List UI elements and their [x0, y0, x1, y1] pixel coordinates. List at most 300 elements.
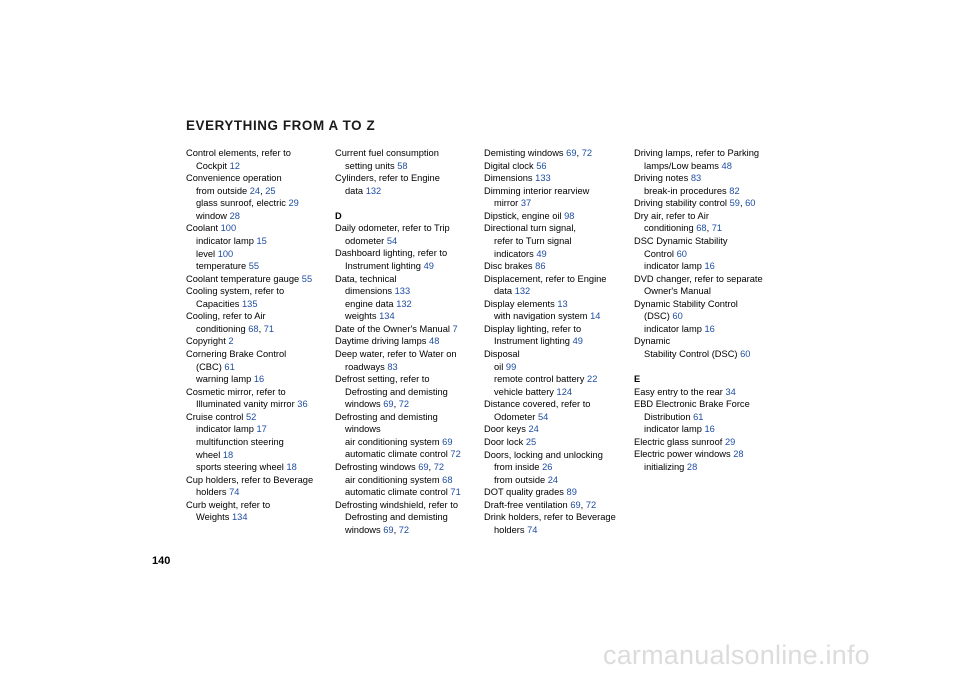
entry-text: Dynamic Stability Control	[634, 298, 738, 309]
index-subentry	[186, 423, 331, 436]
page-number: 140	[152, 555, 171, 567]
entry-text: data	[345, 185, 364, 196]
entry-text: indicator lamp	[196, 424, 254, 435]
index-entry	[634, 160, 779, 173]
index-entry	[335, 260, 480, 273]
entry-text: Copyright	[186, 336, 226, 347]
page-reference-link[interactable]: 72	[433, 462, 445, 473]
page-reference-link[interactable]: 69	[570, 499, 581, 510]
index-subentry	[484, 386, 629, 399]
page-reference-link[interactable]: 55	[248, 261, 260, 272]
entry-text: (CBC)	[196, 361, 222, 372]
entry-text: Defrosting and demisting	[345, 512, 448, 523]
entry-text: from inside	[494, 462, 540, 473]
page-reference-link[interactable]: 89	[566, 487, 577, 498]
page-reference-link[interactable]: 100	[217, 248, 234, 259]
index-entry	[634, 411, 779, 424]
index-entry	[335, 160, 480, 173]
page-reference-link[interactable]: 60	[672, 311, 683, 322]
page-reference-link[interactable]: 74	[527, 524, 538, 535]
page-reference-link[interactable]: 12	[229, 160, 240, 171]
watermark: carmanualsonline.info	[603, 640, 870, 670]
page-reference-link[interactable]: 100	[220, 223, 237, 234]
index-entry	[484, 323, 629, 336]
index-entry	[634, 436, 779, 449]
index-entry	[186, 298, 331, 311]
entry-text: air conditioning system	[345, 474, 440, 485]
entry-text: holders	[196, 487, 227, 498]
page-reference-link[interactable]: 58	[397, 160, 408, 171]
index-entry	[484, 160, 629, 173]
page-reference-link[interactable]: 69	[383, 524, 394, 535]
entry-text: wheel	[196, 449, 221, 460]
entry-text: lamps/Low beams	[644, 160, 719, 171]
page-reference-link[interactable]: 28	[686, 462, 698, 473]
index-subentry	[335, 486, 480, 499]
index-entry	[634, 248, 779, 261]
entry-text: Driving stability control	[634, 198, 728, 209]
entry-text: EBD Electronic Brake Force	[634, 399, 750, 410]
index-entry: windows 69, 72	[345, 399, 410, 410]
page-reference-link[interactable]: 13	[557, 298, 568, 309]
page-reference-link[interactable]: 72	[581, 148, 593, 158]
index-entry	[634, 335, 779, 348]
index-entry	[634, 235, 779, 248]
entry-text: Cosmetic mirror, refer to	[186, 386, 286, 397]
entry-text: Deep water, refer to Water on	[335, 348, 457, 359]
entry-text: refer to Turn signal	[494, 235, 572, 246]
page-reference-link[interactable]: 24	[547, 474, 559, 485]
index-entry	[634, 298, 779, 311]
page-reference-link[interactable]: 133	[535, 173, 551, 184]
index-entry	[634, 398, 779, 411]
entry-text: Displacement, refer to Engine	[484, 273, 607, 284]
index-entry	[335, 348, 480, 361]
page-reference-link[interactable]: 29	[288, 198, 299, 209]
index-entry	[335, 323, 480, 336]
index-entry: Defrosting windows 69, 72	[335, 462, 445, 473]
entry-text: with navigation system	[494, 311, 588, 322]
page-reference-link[interactable]: 71	[711, 223, 723, 234]
page-reference-link[interactable]: 16	[704, 424, 715, 435]
entry-text: conditioning	[644, 223, 694, 234]
index-entry	[186, 285, 331, 298]
index-subentry	[484, 361, 629, 374]
page-reference-link[interactable]: 60	[740, 349, 751, 359]
entry-text: Dimming interior rearview	[484, 185, 590, 196]
index-subentry	[634, 461, 779, 474]
page-reference-link[interactable]: 48	[721, 160, 732, 171]
entry-text: Directional turn signal,	[484, 223, 576, 234]
index-entry	[484, 398, 629, 411]
page-reference-link[interactable]: 2	[228, 336, 234, 347]
index-subentry	[335, 285, 480, 298]
page-reference-link[interactable]: 55	[301, 273, 313, 284]
entry-text: Stability Control (DSC)	[644, 349, 738, 359]
page-reference-link[interactable]: 54	[386, 235, 398, 246]
page-reference-link[interactable]: 61	[224, 361, 235, 372]
entry-text: Current fuel consumption	[335, 148, 439, 158]
index-entry	[186, 398, 331, 411]
entry-text: glass sunroof, electric	[196, 198, 286, 209]
index-entry	[186, 160, 331, 173]
entry-text: Digital clock	[484, 160, 534, 171]
index-entry	[484, 411, 629, 424]
entry-text: from outside	[494, 474, 546, 485]
entry-text: indicator lamp	[196, 235, 254, 246]
entry-text: Weights	[196, 512, 230, 523]
index-entry	[634, 147, 779, 160]
page-reference-link[interactable]: 29	[724, 436, 736, 447]
index-entry	[634, 386, 779, 399]
index-entry	[335, 335, 480, 348]
page-reference-link[interactable]: 24	[249, 185, 261, 196]
entry-text: initializing	[644, 462, 685, 473]
index-entry	[186, 147, 331, 160]
entry-text: Daily odometer, refer to Trip	[335, 223, 450, 234]
index-entry	[335, 147, 480, 160]
entry-text: Electric power windows	[634, 449, 731, 460]
page-reference-link[interactable]: 82	[729, 185, 740, 196]
page-reference-link[interactable]: 68	[442, 474, 453, 485]
page-reference-link[interactable]: 83	[690, 173, 702, 184]
index-entry	[484, 235, 629, 248]
index-entry	[186, 411, 331, 424]
entry-text: Driving lamps, refer to Parking	[634, 148, 760, 158]
entry-text: oil	[494, 361, 504, 372]
page-reference-link[interactable]: 60	[745, 198, 756, 209]
entry-text: Data, technical	[335, 273, 397, 284]
page-reference-link[interactable]: 60	[676, 248, 687, 259]
entry-text: Cornering Brake Control	[186, 349, 287, 359]
page-reference-link[interactable]: 16	[704, 323, 715, 334]
page-reference-link[interactable]: 49	[423, 261, 434, 272]
entry-text: odometer	[345, 235, 385, 246]
entry-text: Cockpit	[196, 160, 228, 171]
index-subentry	[634, 323, 779, 336]
index-letter-heading	[634, 373, 779, 386]
index-entry: windows 69, 72	[345, 524, 410, 535]
index-entry	[634, 285, 779, 298]
index-entry	[484, 222, 629, 235]
entry-text: Dimensions	[484, 173, 533, 184]
entry-text: D	[335, 210, 342, 221]
page-reference-link[interactable]: 134	[379, 311, 395, 322]
entry-text: Odometer	[494, 411, 536, 422]
index-entry	[484, 335, 629, 348]
index-subentry	[484, 461, 629, 474]
entry-text: window	[196, 210, 228, 221]
entry-text: data	[494, 286, 513, 297]
index-entry	[484, 511, 629, 524]
page-reference-link[interactable]: 49	[536, 248, 547, 259]
index-subentry	[186, 248, 331, 261]
page-reference-link[interactable]: 48	[429, 336, 440, 347]
entry-text: windows	[345, 399, 381, 410]
entry-text: Disc brakes	[484, 261, 533, 272]
index-letter-heading	[335, 210, 480, 223]
entry-text: break-in procedures	[644, 185, 727, 196]
index-subentry	[186, 260, 331, 273]
entry-text: vehicle battery	[494, 386, 554, 397]
index-column-3	[484, 147, 629, 536]
page-reference-link[interactable]: 72	[398, 524, 410, 535]
page-reference-link[interactable]: 69	[383, 399, 394, 410]
page-reference-link[interactable]: 132	[365, 185, 382, 196]
index-column-4	[634, 147, 779, 474]
index-subentry	[335, 298, 480, 311]
index-subentry	[484, 373, 629, 386]
index-entry	[186, 499, 331, 512]
entry-text: warning lamp	[196, 374, 252, 385]
index-entry	[335, 235, 480, 248]
entry-text: Dry air, refer to Air	[634, 210, 709, 221]
index-subentry	[186, 210, 331, 223]
page-reference-link[interactable]: 98	[564, 210, 575, 221]
entry-text: Distribution	[644, 411, 691, 422]
index-subentry	[335, 448, 480, 461]
index-entry	[335, 172, 480, 185]
entry-text: conditioning	[196, 323, 246, 334]
page-reference-link[interactable]: 99	[505, 361, 517, 372]
entry-text: Defrosting and demisting	[335, 411, 438, 422]
page-reference-link[interactable]: 61	[693, 411, 704, 422]
entry-text: Drink holders, refer to Beverage	[484, 512, 616, 523]
index-subentry	[484, 474, 629, 487]
entry-text: Cooling system, refer to	[186, 286, 285, 297]
entry-text: remote control battery	[494, 374, 585, 385]
entry-text: Cooling, refer to Air	[186, 311, 266, 322]
entry-text: Coolant	[186, 223, 219, 234]
index-entry	[484, 486, 629, 499]
entry-text: engine data	[345, 298, 394, 309]
index-column-1	[186, 147, 331, 524]
index-entry	[335, 373, 480, 386]
entry-text: Instrument lighting	[345, 261, 421, 272]
entry-text: Control	[644, 248, 674, 259]
page-reference-link[interactable]: 69	[442, 436, 453, 447]
entry-text: Disposal	[484, 349, 520, 359]
index-subentry	[335, 474, 480, 487]
entry-text: Cruise control	[186, 411, 244, 422]
entry-text: Defrosting and demisting	[345, 386, 448, 397]
entry-text: Defrosting windshield, refer to	[335, 499, 458, 510]
entry-text: Display elements	[484, 298, 555, 309]
index-entry	[634, 210, 779, 223]
index-subentry	[335, 310, 480, 323]
entry-text: E	[634, 374, 641, 385]
page-reference-link[interactable]: 71	[450, 487, 461, 498]
entry-text: indicator lamp	[644, 323, 702, 334]
index-subentry	[634, 348, 779, 361]
index-entry	[484, 260, 629, 273]
page-reference-link[interactable]: 68	[248, 323, 259, 334]
entry-text: Doors, locking and unlocking	[484, 449, 603, 460]
index-entry	[484, 298, 629, 311]
index-entry: Driving stability control 59, 60	[634, 198, 756, 209]
index-entry: conditioning 68, 71	[644, 223, 723, 234]
page-reference-link[interactable]: 49	[572, 336, 583, 347]
page-reference-link[interactable]: 74	[229, 487, 240, 498]
entry-text: multifunction steering	[196, 436, 284, 447]
entry-text: Cylinders, refer to Engine	[335, 173, 440, 184]
entry-text: Daytime driving lamps	[335, 336, 427, 347]
index-entry	[335, 185, 480, 198]
index-entry	[335, 423, 480, 436]
page-heading: EVERYTHING FROM A TO Z	[186, 118, 376, 133]
index-entry	[186, 335, 331, 348]
page-reference-link[interactable]: 68	[696, 223, 707, 234]
entry-text: Owner's Manual	[644, 286, 711, 297]
index-column-2	[335, 147, 480, 536]
index-entry: conditioning 68, 71	[196, 323, 275, 334]
entry-text: Demisting windows	[484, 148, 564, 158]
index-entry	[335, 386, 480, 399]
page-reference-link[interactable]: 124	[556, 386, 573, 397]
entry-text: DOT quality grades	[484, 487, 564, 498]
index-subentry	[634, 185, 779, 198]
entry-text: Coolant temperature gauge	[186, 273, 300, 284]
page-reference-link[interactable]: 72	[398, 399, 410, 410]
page-reference-link[interactable]: 17	[256, 424, 267, 435]
page-reference-link[interactable]: 36	[297, 399, 308, 410]
index-subentry	[186, 436, 331, 449]
entry-text: windows	[345, 424, 381, 435]
index-entry	[186, 222, 331, 235]
entry-text: indicator lamp	[644, 261, 702, 272]
page-reference-link[interactable]: 24	[528, 424, 539, 435]
entry-text: sports steering wheel	[196, 462, 284, 473]
index-entry	[186, 386, 331, 399]
entry-text: automatic climate control	[345, 449, 448, 460]
entry-text: air conditioning system	[345, 436, 440, 447]
index-entry	[484, 273, 629, 286]
index-subentry	[186, 461, 331, 474]
page-reference-link[interactable]: 134	[232, 512, 248, 523]
index-entry	[186, 348, 331, 361]
entry-text: Control elements, refer to	[186, 148, 291, 158]
page-reference-link[interactable]: 26	[542, 462, 553, 473]
entry-text: Distance covered, refer to	[484, 399, 591, 410]
page-reference-link[interactable]: 132	[396, 298, 412, 309]
index-entry	[186, 310, 331, 323]
entry-text: (DSC)	[644, 311, 670, 322]
index-entry	[484, 185, 629, 198]
index-entry	[186, 361, 331, 374]
page-reference-link[interactable]: 7	[452, 323, 458, 334]
index-subentry	[186, 235, 331, 248]
page-reference-link[interactable]: 15	[256, 235, 267, 246]
index-entry	[186, 511, 331, 524]
page-reference-link[interactable]: 56	[536, 160, 547, 171]
index-entry	[186, 273, 331, 286]
index-entry	[484, 285, 629, 298]
index-entry	[484, 524, 629, 537]
blank-line	[634, 361, 779, 374]
index-subentry	[484, 310, 629, 323]
entry-text: automatic climate control	[345, 487, 448, 498]
entry-text: DVD changer, refer to separate	[634, 273, 763, 284]
index-subentry	[335, 436, 480, 449]
entry-text: roadways	[345, 361, 385, 372]
page-reference-link[interactable]: 28	[229, 210, 240, 221]
page-reference-link[interactable]: 28	[733, 449, 744, 460]
index-entry	[484, 348, 629, 361]
entry-text: Electric glass sunroof	[634, 436, 723, 447]
page-reference-link[interactable]: 37	[520, 198, 532, 209]
index-entry	[634, 273, 779, 286]
entry-text: mirror	[494, 198, 519, 209]
page-reference-link[interactable]: 16	[253, 374, 265, 385]
index-entry	[484, 210, 629, 223]
index-entry	[335, 411, 480, 424]
entry-text: weights	[345, 311, 377, 322]
page-reference-link[interactable]: 34	[725, 386, 736, 397]
page-reference-link[interactable]: 86	[535, 261, 546, 272]
page-reference-link[interactable]: 133	[394, 286, 411, 297]
blank-line	[335, 197, 480, 210]
entry-text: Convenience operation	[186, 173, 282, 184]
entry-text: Instrument lighting	[494, 336, 570, 347]
index-entry: Draft-free ventilation 69, 72	[484, 499, 597, 510]
index-subentry	[186, 449, 331, 462]
entry-text: Display lighting, refer to	[484, 323, 582, 334]
page-reference-link[interactable]: 18	[286, 462, 297, 473]
entry-text: setting units	[345, 160, 395, 171]
index-subentry	[634, 423, 779, 436]
page-reference-link[interactable]: 72	[585, 499, 597, 510]
index-entry	[335, 247, 480, 260]
page-reference-link[interactable]: 132	[514, 286, 531, 297]
page-reference-link[interactable]: 16	[704, 261, 715, 272]
entry-text: holders	[494, 524, 525, 535]
page-reference-link[interactable]: 52	[245, 411, 257, 422]
index-entry	[335, 511, 480, 524]
index-entry	[484, 172, 629, 185]
index-subentry	[186, 373, 331, 386]
entry-text: Draft-free ventilation	[484, 499, 568, 510]
entry-text: Date of the Owner's Manual	[335, 323, 450, 334]
page-reference-link[interactable]: 71	[263, 323, 275, 334]
page-reference-link[interactable]: 25	[265, 185, 276, 196]
page-reference-link[interactable]: 72	[450, 449, 461, 460]
entry-text: DSC Dynamic Stability	[634, 235, 728, 246]
page-reference-link[interactable]: 14	[590, 311, 601, 322]
entry-text: Easy entry to the rear	[634, 386, 723, 397]
entry-text: Dipstick, engine oil	[484, 210, 562, 221]
page-reference-link[interactable]: 59	[729, 198, 740, 209]
page-reference-link[interactable]: 83	[387, 361, 398, 372]
index-entry	[186, 486, 331, 499]
entry-text: dimensions	[345, 286, 393, 297]
page-reference-link[interactable]: 25	[525, 436, 537, 447]
page-reference-link[interactable]: 54	[537, 411, 549, 422]
index-entry	[634, 172, 779, 185]
entry-text: level	[196, 248, 216, 259]
index-entry	[186, 474, 331, 487]
index-entry	[335, 222, 480, 235]
page-reference-link[interactable]: 22	[587, 374, 598, 385]
page-reference-link[interactable]: 69	[566, 148, 577, 158]
page-reference-link[interactable]: 69	[418, 462, 429, 473]
page-reference-link[interactable]: 135	[242, 298, 258, 309]
index-entry	[335, 499, 480, 512]
page-reference-link[interactable]: 18	[222, 449, 234, 460]
entry-text: Defrosting windows	[335, 462, 416, 473]
entry-text: temperature	[196, 261, 247, 272]
entry-text: Door keys	[484, 424, 526, 435]
entry-text: Curb weight, refer to	[186, 499, 271, 510]
